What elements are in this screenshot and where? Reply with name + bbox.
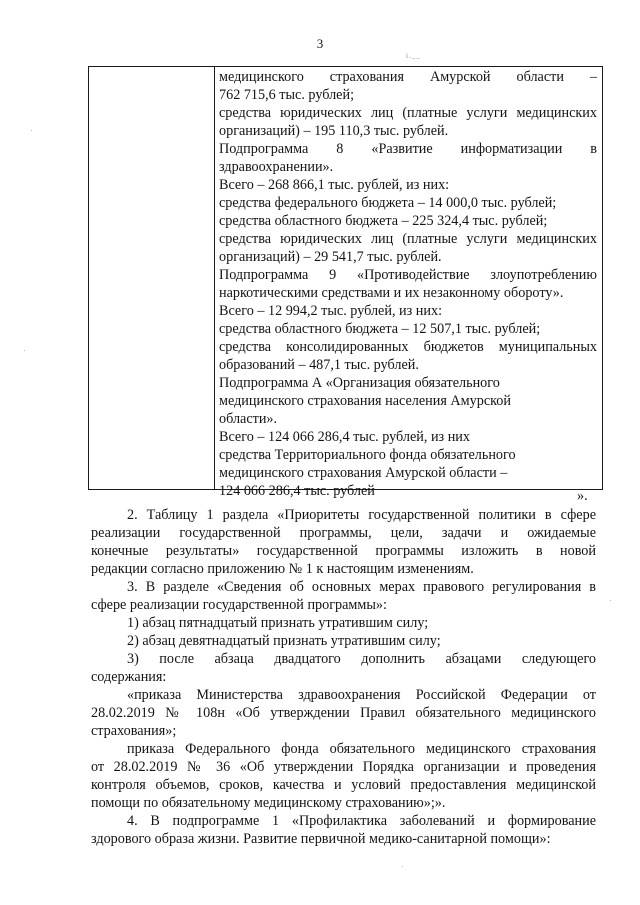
table-column-divider	[214, 67, 215, 489]
paragraph-line: приказа Федерального фонда обязательного медицинского страхования	[127, 741, 596, 757]
table-cell-line: области».	[219, 411, 278, 427]
table-cell-line: средства областного бюджета – 12 507,1 тыс. рублей;	[219, 321, 541, 337]
paragraph-line: от 28.02.2019 № 36 «Об утверждении Порядка организации и проведения	[91, 759, 596, 775]
paragraph-line: помощи по обязательному медицинскому страхованию»;».	[91, 795, 446, 811]
paragraph-line: 3. В разделе «Сведения об основных мерах правового регулирования в	[127, 579, 596, 595]
scan-artifact-mark: i.__	[406, 52, 421, 60]
table-cell-line: Всего – 12 994,2 тыс. рублей, из них:	[219, 303, 443, 319]
table-cell-line: средства Территориального фонда обязательного	[219, 447, 516, 463]
paragraph-line: здорового образа жизни. Развитие первичной медико-санитарной помощи»:	[91, 831, 551, 847]
closing-quote-mark: ».	[577, 488, 588, 504]
table-cell-line: средства федерального бюджета – 14 000,0 тыс. рублей;	[219, 195, 557, 211]
paragraph-line: 3) после абзаца двадцатого дополнить абзацами следующего	[127, 651, 596, 667]
table-cell-line: организаций) – 29 541,7 тыс. рублей.	[219, 249, 442, 265]
table-cell-line: средства юридических лиц (платные услуги медицинских	[219, 231, 597, 247]
paragraph-line: контроля объемов, сроков, качества и условий предоставления медицинской	[91, 777, 596, 793]
paragraph-line: 28.02.2019 № 108н «Об утверждении Правил обязательного медицинского	[91, 705, 596, 721]
table-cell-line: средства юридических лиц (платные услуги медицинских	[219, 105, 597, 121]
table-cell-line: здравоохранении».	[219, 159, 334, 175]
table-cell-line: 762 715,6 тыс. рублей;	[219, 87, 355, 103]
table-cell-line: образований – 487,1 тыс. рублей.	[219, 357, 419, 373]
table-cell-line: средства областного бюджета – 225 324,4 тыс. рублей;	[219, 213, 548, 229]
table-cell-line: Всего – 268 866,1 тыс. рублей, из них:	[219, 177, 450, 193]
table-cell-line: Подпрограмма 9 «Противодействие злоупотреблению	[219, 267, 597, 283]
paragraph-line: реализации государственной программы, цели, задачи и ожидаемые	[91, 525, 596, 541]
paragraph-line: редакции согласно приложению № 1 к настоящим изменениям.	[91, 561, 474, 577]
paragraph-line: «приказа Министерства здравоохранения Российской Федерации от	[127, 687, 596, 703]
paragraph-line: 2. Таблицу 1 раздела «Приоритеты государственной политики в сфере	[127, 507, 596, 523]
table-cell-line: медицинского страхования Амурской области –	[219, 465, 508, 481]
paragraph-line: конечные результаты» государственной программы изложить в новой	[91, 543, 596, 559]
paragraph-line: 4. В подпрограмме 1 «Профилактика заболеваний и формирование	[127, 813, 596, 829]
paragraph-line: содержания:	[91, 669, 167, 685]
paragraph-line: 2) абзац девятнадцатый признать утратившим силу;	[127, 633, 441, 649]
table-cell-line: Подпрограмма А «Организация обязательного	[219, 375, 500, 391]
table-cell-line: организаций) – 195 110,3 тыс. рублей.	[219, 123, 449, 139]
page-number: 3	[316, 36, 324, 51]
paragraph-line: 1) абзац пятнадцатый признать утратившим силу;	[127, 615, 429, 631]
table-cell-line: Подпрограмма 8 «Развитие информатизации в	[219, 141, 597, 157]
table-cell-line: наркотическими средствами и их незаконному обороту».	[219, 285, 564, 301]
table-cell-line: средства консолидированных бюджетов муниципальных	[219, 339, 597, 355]
table-cell-line: медицинского страхования населения Амурской	[219, 393, 511, 409]
paragraph-line: сфере реализации государственной программы»:	[91, 597, 387, 613]
table-cell-line: медицинского страхования Амурской области –	[219, 69, 597, 85]
paragraph-line: страхования»;	[91, 723, 177, 739]
table-cell-line: Всего – 124 066 286,4 тыс. рублей, из них	[219, 429, 470, 445]
table-cell-line: 124 066 286,4 тыс. рублей	[219, 483, 375, 499]
